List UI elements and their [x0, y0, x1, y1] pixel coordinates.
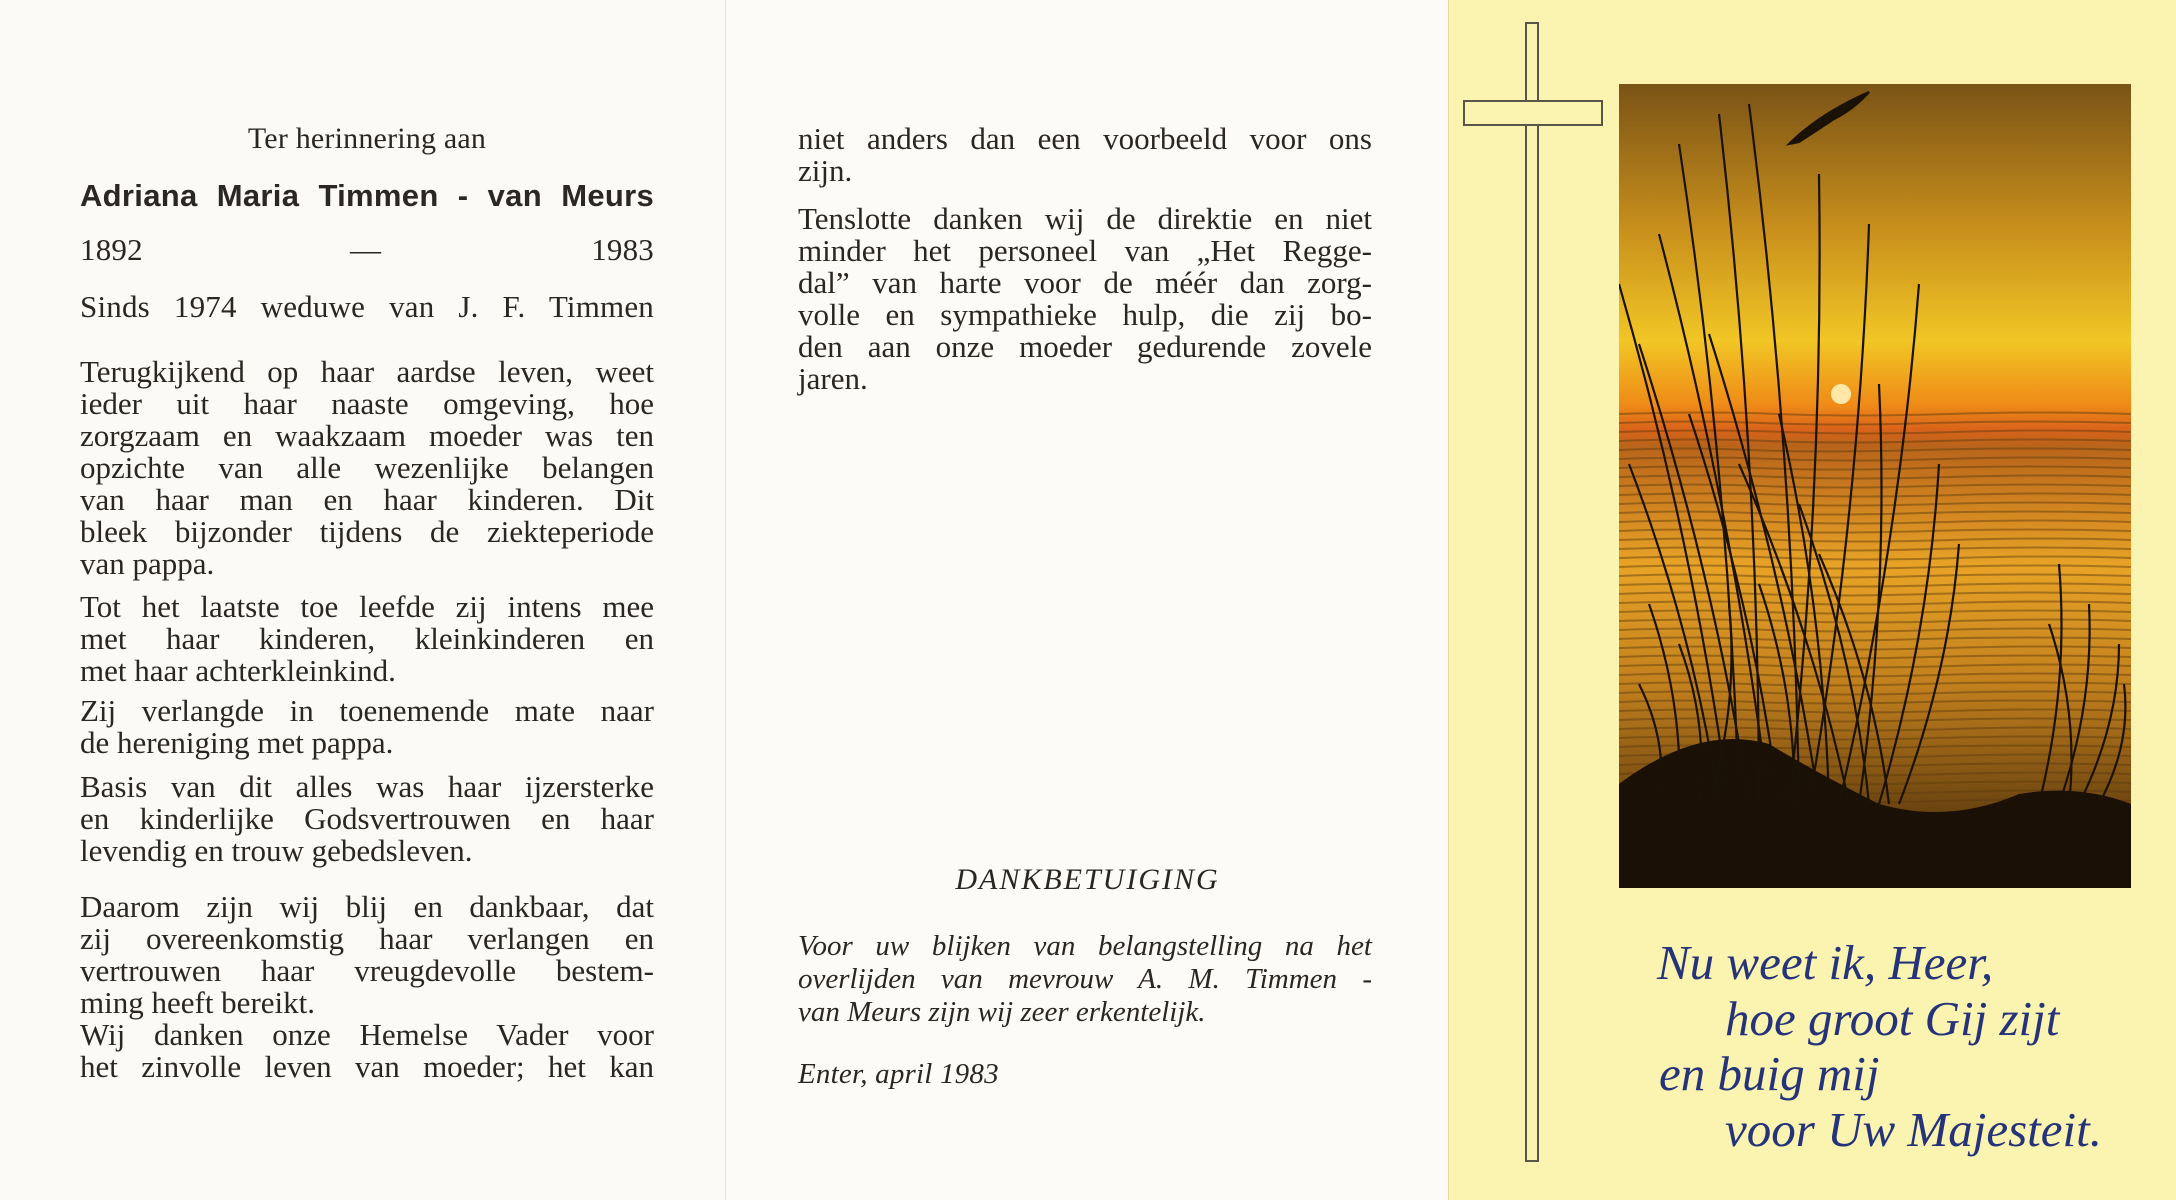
middle-card-panel [725, 0, 1448, 1200]
text-line: Wij danken onze Hemelse Vader voor [80, 1017, 654, 1052]
text-line: de hereniging met pappa. [80, 725, 394, 760]
text-line: Daarom zijn wij blij en dankbaar, dat [80, 889, 654, 924]
text-line: Tot het laatste toe leefde zij intens mee [80, 589, 654, 624]
text-line: ming heeft bereikt. [80, 985, 315, 1020]
text-line: het zinvolle leven van moeder; het kan [80, 1049, 654, 1084]
text-line: van haar man en haar kinderen. Dit [80, 482, 654, 517]
verse-line-4: voor Uw Majesteit. [1725, 1102, 2102, 1157]
text-line: Basis van dit alles was haar ijzersterke [80, 769, 654, 804]
text-line: Voor uw blijken van belangstelling na het [798, 930, 1372, 962]
text-line: met haar kinderen, kleinkinderen en [80, 621, 654, 656]
verse-line-1: Nu weet ik, Heer, [1657, 935, 1994, 990]
text-line: van Meurs zijn wij zeer erkentelijk. [798, 996, 1206, 1028]
death-year: 1983 [591, 232, 654, 267]
text-line: zorgzaam en waakzaam moeder was ten [80, 418, 654, 453]
deceased-name: Adriana Maria Timmen - van Meurs [80, 178, 654, 213]
text-line: volle en sympathieke hulp, die zij bo- [798, 297, 1372, 332]
verse-line-2: hoe groot Gij zijt [1725, 991, 2060, 1046]
text-line: zij overeenkomstig haar verlangen en [80, 921, 654, 956]
text-line: Zij verlangde in toenemende mate naar [80, 693, 654, 728]
intro-heading: Ter herinnering aan [247, 122, 487, 155]
text-line: Terugkijkend op haar aardse leven, weet [80, 354, 654, 389]
text-line: niet anders dan een voorbeeld voor ons [798, 121, 1372, 156]
verse-line-3: en buig mij [1659, 1046, 1880, 1101]
place-date: Enter, april 1983 [798, 1058, 999, 1090]
text-line: vertrouwen haar vreugdevolle bestem- [80, 953, 654, 988]
text-line: den aan onze moeder gedurende zovele [798, 329, 1372, 364]
year-dash: — [350, 232, 382, 267]
widow-line: Sinds 1974 weduwe van J. F. Timmen [80, 289, 654, 324]
text-line: dal” van harte voor de méér dan zorg- [798, 265, 1372, 300]
text-line: en kinderlijke Godsvertrouwen en haar [80, 801, 654, 836]
text-line: Tenslotte danken wij de direktie en niet [798, 201, 1372, 236]
text-line: bleek bijzonder tijdens de ziekteperiode [80, 514, 654, 549]
right-card-panel [1448, 0, 2176, 1200]
text-line: opzichte van alle wezenlijke belangen [80, 450, 654, 485]
left-card-panel [0, 0, 725, 1200]
text-line: met haar achterkleinkind. [80, 653, 396, 688]
text-line: levendig en trouw gebedsleven. [80, 833, 473, 868]
text-line: overlijden van mevrouw A. M. Timmen - [798, 963, 1372, 995]
text-line: zijn. [798, 153, 853, 188]
birth-year: 1892 [80, 232, 143, 267]
text-line: van pappa. [80, 546, 215, 581]
sunset-reeds-photo [1619, 84, 2131, 888]
cross-icon [1525, 22, 1539, 1162]
thanks-heading: DANKBETUIGING [955, 863, 1220, 896]
text-line: ieder uit haar naaste omgeving, hoe [80, 386, 654, 421]
text-line: jaren. [798, 361, 868, 396]
text-line: minder het personeel van „Het Regge- [798, 233, 1372, 268]
